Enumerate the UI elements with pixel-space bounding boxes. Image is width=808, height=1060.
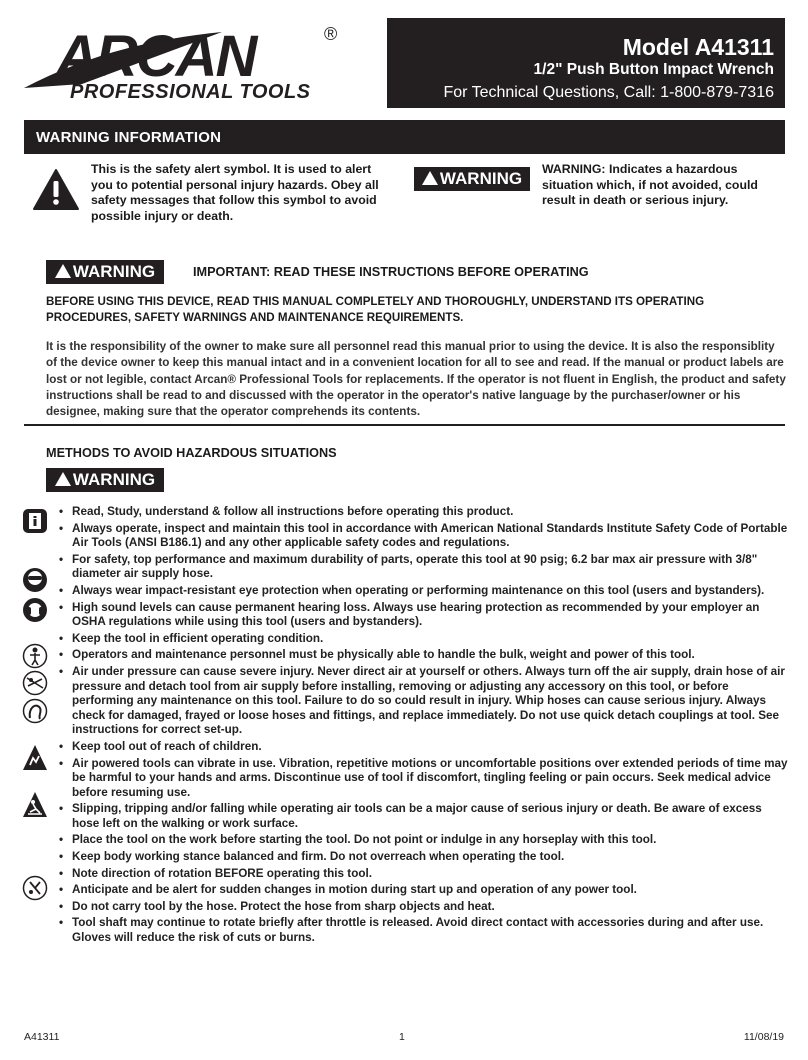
page-number: 1 bbox=[399, 1031, 405, 1043]
arcan-logo bbox=[22, 18, 352, 104]
safety-alert-icon bbox=[32, 168, 80, 211]
registered-mark: ® bbox=[324, 24, 338, 44]
read-manual-icon bbox=[22, 508, 48, 534]
no-air-at-people-icon bbox=[22, 670, 48, 696]
product-name: 1/2" Push Button Impact Wrench bbox=[533, 61, 774, 78]
logo-tagline: PROFESSIONAL TOOLS bbox=[70, 81, 311, 103]
logo-wordmark: ARCAN bbox=[56, 24, 256, 89]
footer-date: 11/08/19 bbox=[743, 1031, 784, 1043]
section-header-warning-information bbox=[24, 120, 785, 154]
list-item: • Always operate, inspect and maintain this tool in accordance with American National Standards Institute Safety Code of Portable Air Tools (ANSI B186.1) and any other applicable safety codes and regulations. bbox=[58, 522, 788, 551]
warning-badge bbox=[46, 260, 164, 284]
list-item: • Tool shaft may continue to rotate briefly after throttle is released. Avoid direct contact with accessories during and after use. Gloves will reduce the risk of cuts or burns. bbox=[58, 916, 788, 945]
warning-triangle-icon bbox=[55, 472, 71, 486]
list-item: • Place the tool on the work before starting the tool. Do not point or indulge in any horseplay with this tool. bbox=[58, 833, 788, 848]
list-item: • High sound levels can cause permanent hearing loss. Always use hearing protection as recommended by your employer an OSHA regulations while using this tool (users and bystanders). bbox=[58, 601, 788, 630]
alert-symbol-description: This is the safety alert symbol. It is used to alert you to potential personal injury hazards. Obey all safety messages that follow this symbol to avoid possible injury or death. bbox=[91, 162, 379, 223]
list-item: • Keep body working stance balanced and firm. Do not overreach when operating the tool. bbox=[58, 850, 788, 865]
owner-responsibility-paragraph: It is the responsibility of the owner to make sure all personnel read this manual prior to using the device. It is also the responsiblity of the device owner to keep this manual intact and in a convenient location for all to see and read. If the manual or product labels are lost or not legible, contact Arcan® Professional Tools for replacements. If the operator is not fluent in English, the product and safety instructions shall be read to and discussed with the operator in the operator's native language by the purchaser/owner or his designee, making sure that the operator comprehends its contents. bbox=[46, 340, 786, 419]
list-item: • Anticipate and be alert for sudden changes in motion during start up and operation of any power tool. bbox=[58, 883, 788, 898]
vibration-hazard-icon bbox=[22, 744, 48, 772]
whip-hose-icon bbox=[22, 698, 48, 724]
footer-model-number: A41311 bbox=[24, 1031, 60, 1043]
list-item: • Do not carry tool by the hose. Protect the hose from sharp objects and heat. bbox=[58, 900, 788, 915]
divider bbox=[24, 424, 785, 426]
warning-badge bbox=[414, 167, 530, 191]
list-item: • Keep tool out of reach of children. bbox=[58, 740, 788, 755]
section-title: WARNING INFORMATION bbox=[36, 129, 222, 146]
model-number: Model A41311 bbox=[622, 34, 774, 60]
eye-protection-icon bbox=[22, 567, 48, 593]
important-heading: IMPORTANT: READ THESE INSTRUCTIONS BEFORE OPERATING bbox=[193, 265, 589, 279]
methods-heading: METHODS TO AVOID HAZARDOUS SITUATIONS bbox=[46, 446, 337, 460]
slip-trip-hazard-icon bbox=[22, 791, 48, 819]
warning-badge-label: WARNING bbox=[439, 169, 523, 188]
list-item: • Keep the tool in efficient operating condition. bbox=[58, 632, 788, 647]
rotating-shaft-icon bbox=[22, 875, 48, 901]
list-item: • Always wear impact-resistant eye protection when operating or performing maintenance on this tool (users and bystanders). bbox=[58, 584, 788, 599]
list-item: • Operators and maintenance personnel must be physically able to handle the bulk, weight and power of this tool. bbox=[58, 648, 788, 663]
list-item: • Slipping, tripping and/or falling while operating air tools can be a major cause of serious injury or death. Be aware of excess hose left on the walking or work surface. bbox=[58, 802, 788, 831]
read-manual-notice: BEFORE USING THIS DEVICE, READ THIS MANUAL COMPLETELY AND THOROUGHLY, UNDERSTAND ITS OPERATING PROCEDURES, SAFETY WARNINGS AND MAINTENANCE REQUIREMENTS. bbox=[46, 295, 705, 324]
list-item: • For safety, top performance and maximum durability of parts, operate this tool at 90 psig; 6.2 bar max air pressure with 3/8" diameter air supply hose. bbox=[58, 553, 788, 582]
warning-triangle-icon bbox=[55, 264, 71, 278]
list-item: • Read, Study, understand & follow all instructions before operating this product. bbox=[58, 505, 788, 520]
list-item: • Air under pressure can cause severe injury. Never direct air at yourself or others. Always turn off the air supply, drain hose of air pressure and detach tool from air supply before installing, removing or adjusting any accessory on this tool, or before performing any maintenance on this tool. Failure to do so could result in injury. Whip hoses can cause serious injury. Always check for damaged, frayed or loose hoses and fittings, and replace immediately. Do not use quick detach couplings at tool. See instructions for correct set-up. bbox=[58, 665, 788, 738]
hearing-protection-icon bbox=[22, 597, 48, 623]
warning-definition: WARNING: Indicates a hazardous situation which, if not avoided, could result in death or serious injury. bbox=[542, 162, 758, 207]
warning-badge bbox=[46, 468, 164, 492]
technical-contact: For Technical Questions, Call: 1-800-879-7316 bbox=[443, 84, 774, 101]
warning-badge-label: WARNING bbox=[72, 470, 156, 489]
list-item: • Note direction of rotation BEFORE operating this tool. bbox=[58, 867, 788, 882]
list-item: • Air powered tools can vibrate in use. Vibration, repetitive motions or uncomfortable positions over extended periods of time may be harmful to your hands and arms. Discontinue use of tool if discomfort, tingling feeling or pain occurs. Seek medical advice before resuming use. bbox=[58, 757, 788, 801]
hazard-avoidance-list bbox=[58, 505, 788, 948]
warning-badge-label: WARNING bbox=[72, 262, 156, 281]
operator-fitness-icon bbox=[22, 643, 48, 669]
warning-triangle-icon bbox=[422, 171, 438, 185]
model-header-box bbox=[387, 18, 785, 108]
